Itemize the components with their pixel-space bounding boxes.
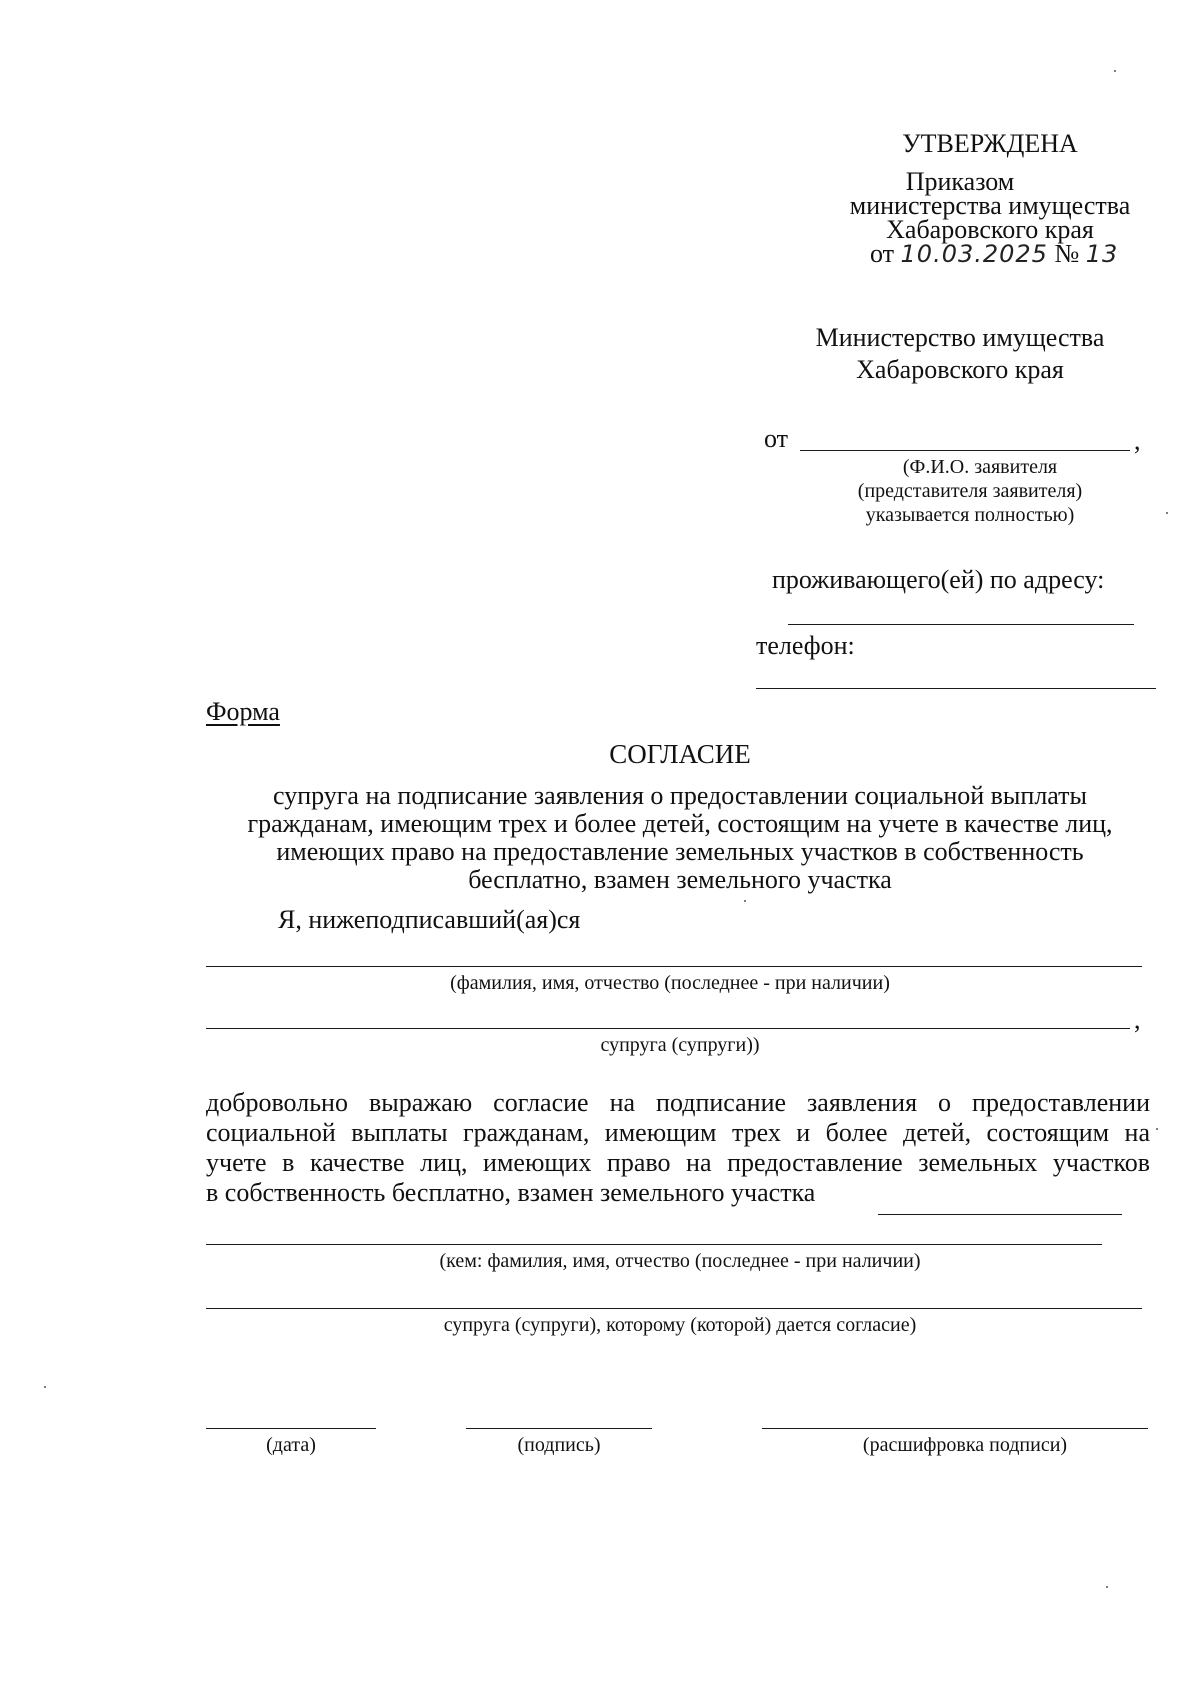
decode-line[interactable] [762,1428,1148,1429]
subtitle-line: гражданам, имеющим трех и более детей, состоящим на учете в качестве лиц, [247,809,1113,838]
body-line: учете в качестве лиц, имеющих право на предоставление земельных участков [206,1148,1150,1177]
hint-applicant-3: указывается полностью) [865,504,1075,526]
addressee-line-2: Хабаровского края [856,355,1064,384]
spouse-line[interactable] [206,1028,1130,1029]
date-hint: (дата) [266,1434,316,1456]
scan-speck [44,1386,46,1388]
approval-line-1: Приказом [905,167,1015,196]
addressee-line-1: Министерство имущества [815,323,1105,352]
approval-from-prefix: от [870,239,895,268]
scan-speck [1106,1586,1108,1588]
address-label: проживающего(ей) по адресу: [772,565,1105,594]
from-comma: , [1134,426,1141,455]
handwritten-number: 13 [1085,240,1119,268]
approval-title: УТВЕРЖДЕНА [902,129,1078,158]
body-line: в собственность бесплатно, взамен земельного участка [206,1178,816,1207]
subtitle-line: супруга на подписание заявления о предоставлении социальной выплаты [273,781,1087,810]
intro-text: Я, нижеподписавший(ая)ся [278,905,581,934]
spouse-comma: , [1134,1005,1141,1034]
body-line: добровольно выражаю согласие на подписание заявления о предоставлении [206,1088,1150,1117]
hint-whom: (кем: фамилия, имя, отчество (последнее - при наличии) [439,1250,921,1272]
hint-fio: (фамилия, имя, отчество (последнее - при наличии) [450,972,890,994]
approval-number-prefix: № [1054,239,1080,268]
whom-spouse-line[interactable] [206,1308,1142,1309]
scan-speck [1156,1128,1158,1130]
signature-line[interactable] [466,1428,652,1429]
document-title: СОГЛАСИЕ [609,739,751,769]
approval-line-3: Хабаровского края [886,215,1094,244]
scan-speck [744,900,746,902]
hint-applicant-1: (Ф.И.О. заявителя [902,456,1058,478]
hint-spouse: супруга (супруги)) [600,1034,760,1056]
date-line[interactable] [206,1428,376,1429]
from-label: от [764,424,789,453]
scan-speck [1114,70,1116,72]
hint-applicant-2: (представителя заявителя) [857,480,1083,502]
hint-whom-spouse: супруга (супруги), которому (которой) дается согласие) [443,1314,917,1336]
form-label: Форма [206,697,280,726]
subtitle-line: бесплатно, взамен земельного участка [468,865,892,894]
fio-line[interactable] [206,966,1142,967]
subtitle-line: имеющих право на предоставление земельных участков в собственность [276,837,1084,866]
whom-line[interactable] [206,1244,1102,1245]
phone-label: телефон: [756,631,855,660]
approval-line-2: министерства имущества [849,191,1131,220]
scan-speck [1166,512,1168,514]
decode-hint: (расшифровка подписи) [862,1434,1068,1456]
body-line: социальной выплаты гражданам, имеющим трех и более детей, состоящим на [206,1118,1150,1147]
consent-body [206,1088,1150,1208]
approval-date-line [870,240,1118,268]
handwritten-date: 10.03.2025 [900,240,1048,268]
land-plot-line[interactable] [878,1214,1122,1215]
address-line[interactable] [788,624,1134,625]
signature-hint: (подпись) [517,1434,601,1456]
applicant-name-line[interactable] [800,450,1130,451]
phone-line[interactable] [756,688,1156,689]
document-subtitle [200,782,1160,894]
